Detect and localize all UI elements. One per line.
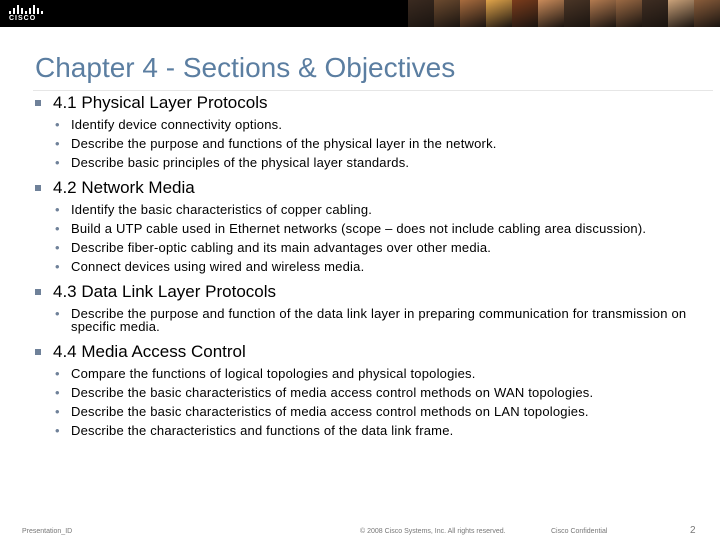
logo-wordmark: CISCO <box>9 15 37 22</box>
header-photo <box>564 0 590 27</box>
objective-text: Describe basic principles of the physical layer standards. <box>71 155 410 170</box>
objective-text: Describe the basic characteristics of media access control methods on WAN topologies. <box>71 385 594 400</box>
header-photo <box>590 0 616 27</box>
section <box>35 281 715 333</box>
objective-list <box>35 367 715 437</box>
cisco-logo <box>9 4 43 24</box>
square-bullet-icon <box>35 185 41 191</box>
objective-list <box>35 203 715 273</box>
objective-text: Describe fiber-optic cabling and its main advantages over other media. <box>71 240 492 255</box>
dot-bullet-icon: • <box>55 423 60 438</box>
square-bullet-icon <box>35 289 41 295</box>
square-bullet-icon <box>35 100 41 106</box>
objective-text: Describe the purpose and functions of the physical layer in the network. <box>71 136 497 151</box>
objective-text: Describe the characteristics and functions of the data link frame. <box>71 423 454 438</box>
objective-text: Describe the purpose and function of the data link layer in preparing communication for transmission on specific media. <box>71 306 687 334</box>
objective-item <box>55 222 715 235</box>
section-heading-text: 4.1 Physical Layer Protocols <box>53 93 268 112</box>
section <box>35 177 715 273</box>
footer-presentation-id: Presentation_ID <box>22 528 73 535</box>
slide-body <box>35 92 715 443</box>
header-photo <box>616 0 642 27</box>
footer-confidential: Cisco Confidential <box>551 528 608 535</box>
header-photo <box>408 0 434 27</box>
dot-bullet-icon: • <box>55 240 60 255</box>
objective-item <box>55 118 715 131</box>
square-bullet-icon <box>35 349 41 355</box>
header-photo <box>694 0 720 27</box>
page-number: 2 <box>690 525 696 536</box>
dot-bullet-icon: • <box>55 385 60 400</box>
objective-item <box>55 203 715 216</box>
title-divider <box>33 90 713 91</box>
section-heading <box>35 341 715 363</box>
slide-title: Chapter 4 - Sections & Objectives <box>35 52 456 83</box>
header-photo <box>486 0 512 27</box>
dot-bullet-icon: • <box>55 404 60 419</box>
section <box>35 341 715 437</box>
objective-item <box>55 386 715 399</box>
dot-bullet-icon: • <box>55 366 60 381</box>
objective-text: Identify the basic characteristics of copper cabling. <box>71 202 373 217</box>
objective-item <box>55 367 715 380</box>
objective-item <box>55 241 715 254</box>
objective-item <box>55 405 715 418</box>
objective-item <box>55 137 715 150</box>
objective-text: Build a UTP cable used in Ethernet networks (scope – does not include cabling area discussion). <box>71 221 647 236</box>
dot-bullet-icon: • <box>55 221 60 236</box>
objective-item <box>55 424 715 437</box>
top-banner <box>0 0 720 27</box>
section-heading-text: 4.2 Network Media <box>53 178 195 197</box>
dot-bullet-icon: • <box>55 117 60 132</box>
header-photo-strip <box>408 0 720 27</box>
objective-item <box>55 156 715 169</box>
header-photo <box>434 0 460 27</box>
objective-text: Compare the functions of logical topologies and physical topologies. <box>71 366 476 381</box>
header-photo <box>512 0 538 27</box>
dot-bullet-icon: • <box>55 155 60 170</box>
section-heading-text: 4.3 Data Link Layer Protocols <box>53 282 277 301</box>
objective-list <box>35 307 715 333</box>
objective-item <box>55 260 715 273</box>
dot-bullet-icon: • <box>55 259 60 274</box>
objective-list <box>35 118 715 169</box>
section-heading-text: 4.4 Media Access Control <box>53 342 246 361</box>
dot-bullet-icon: • <box>55 306 60 321</box>
objective-text: Identify device connectivity options. <box>71 117 283 132</box>
objective-text: Connect devices using wired and wireless media. <box>71 259 365 274</box>
footer-copyright: © 2008 Cisco Systems, Inc. All rights reserved. <box>360 528 506 535</box>
logo-bars <box>9 4 43 14</box>
objective-item <box>55 307 715 333</box>
header-photo <box>538 0 564 27</box>
section-heading <box>35 177 715 199</box>
header-photo <box>642 0 668 27</box>
dot-bullet-icon: • <box>55 202 60 217</box>
section-heading <box>35 281 715 303</box>
dot-bullet-icon: • <box>55 136 60 151</box>
objective-text: Describe the basic characteristics of media access control methods on LAN topologies. <box>71 404 589 419</box>
section <box>35 92 715 169</box>
section-heading <box>35 92 715 114</box>
header-photo <box>668 0 694 27</box>
header-photo <box>460 0 486 27</box>
